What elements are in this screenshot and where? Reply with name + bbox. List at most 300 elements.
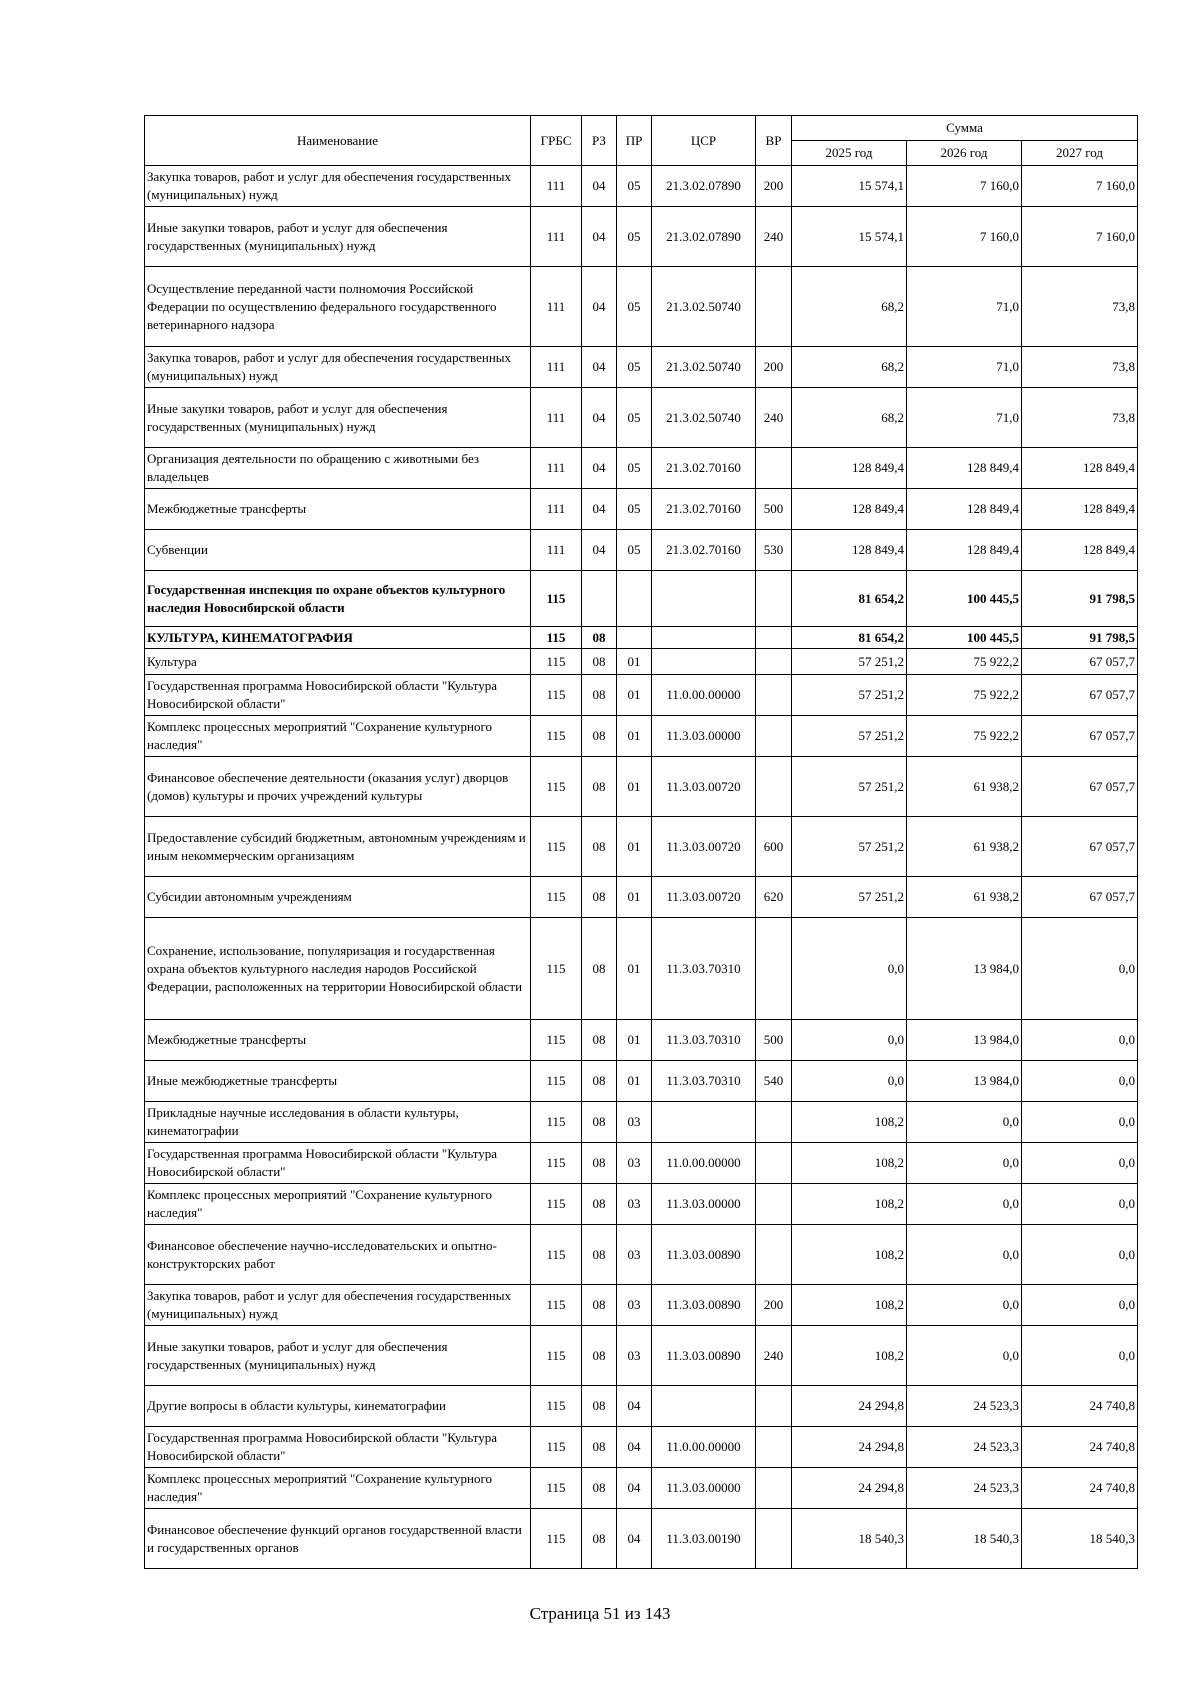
row-csr: 11.3.03.00000	[652, 1184, 756, 1225]
row-sum-2027: 0,0	[1022, 1225, 1138, 1285]
row-name: Другие вопросы в области культуры, кинематографии	[145, 1386, 531, 1427]
row-grbs: 111	[531, 530, 582, 571]
table-row	[145, 489, 1138, 530]
row-name: Осуществление переданной части полномочия Российской Федерации по осуществлению федерального государственного ветеринарного надзора	[145, 267, 531, 347]
row-grbs: 115	[531, 1225, 582, 1285]
row-pr: 05	[617, 347, 652, 388]
row-sum-2027: 0,0	[1022, 1326, 1138, 1386]
row-rz: 04	[582, 207, 617, 267]
row-sum-2026: 24 523,3	[907, 1468, 1022, 1509]
row-sum-2027: 91 798,5	[1022, 571, 1138, 627]
table-header	[145, 116, 1138, 166]
row-sum-2026: 61 938,2	[907, 817, 1022, 877]
row-rz: 08	[582, 716, 617, 757]
table-row	[145, 267, 1138, 347]
row-sum-2027: 67 057,7	[1022, 675, 1138, 716]
row-csr: 11.3.03.00720	[652, 817, 756, 877]
table-row	[145, 1326, 1138, 1386]
row-name: Государственная программа Новосибирской области "Культура Новосибирской области"	[145, 1427, 531, 1468]
row-pr: 05	[617, 267, 652, 347]
row-grbs: 115	[531, 1102, 582, 1143]
row-sum-2025: 57 251,2	[792, 716, 907, 757]
row-sum-2025: 57 251,2	[792, 877, 907, 918]
row-grbs: 115	[531, 877, 582, 918]
row-grbs: 115	[531, 1509, 582, 1569]
row-grbs: 115	[531, 1427, 582, 1468]
row-pr: 05	[617, 489, 652, 530]
row-rz: 04	[582, 267, 617, 347]
row-grbs: 115	[531, 649, 582, 675]
row-vr	[756, 1509, 792, 1569]
row-rz: 08	[582, 918, 617, 1020]
row-pr: 01	[617, 757, 652, 817]
row-csr: 11.3.03.70310	[652, 1020, 756, 1061]
row-name: Прикладные научные исследования в области культуры, кинематографии	[145, 1102, 531, 1143]
row-pr: 01	[617, 1061, 652, 1102]
row-sum-2027: 73,8	[1022, 388, 1138, 448]
table-row	[145, 649, 1138, 675]
row-name: Иные межбюджетные трансферты	[145, 1061, 531, 1102]
row-pr: 03	[617, 1285, 652, 1326]
row-sum-2025: 57 251,2	[792, 757, 907, 817]
row-rz: 08	[582, 1102, 617, 1143]
row-name: Комплекс процессных мероприятий "Сохранение культурного наследия"	[145, 716, 531, 757]
row-sum-2026: 13 984,0	[907, 1061, 1022, 1102]
row-sum-2025: 24 294,8	[792, 1386, 907, 1427]
row-pr: 01	[617, 918, 652, 1020]
row-csr: 21.3.02.07890	[652, 207, 756, 267]
row-sum-2026: 75 922,2	[907, 649, 1022, 675]
row-pr: 03	[617, 1225, 652, 1285]
row-sum-2025: 108,2	[792, 1225, 907, 1285]
row-rz: 08	[582, 1509, 617, 1569]
row-sum-2027: 73,8	[1022, 267, 1138, 347]
row-pr: 03	[617, 1184, 652, 1225]
row-pr: 03	[617, 1102, 652, 1143]
row-sum-2026: 100 445,5	[907, 627, 1022, 649]
row-sum-2027: 91 798,5	[1022, 627, 1138, 649]
row-sum-2025: 68,2	[792, 388, 907, 448]
row-grbs: 115	[531, 817, 582, 877]
row-name: Финансовое обеспечение деятельности (оказания услуг) дворцов (домов) культуры и прочих учреждений культуры	[145, 757, 531, 817]
row-csr: 21.3.02.07890	[652, 166, 756, 207]
row-name: Иные закупки товаров, работ и услуг для обеспечения государственных (муниципальных) нужд	[145, 388, 531, 448]
row-sum-2025: 128 849,4	[792, 448, 907, 489]
row-name: Сохранение, использование, популяризация и государственная охрана объектов культурного наследия народов Российской Федерации, расположенных на территории Новосибирской области	[145, 918, 531, 1020]
row-grbs: 111	[531, 388, 582, 448]
row-grbs: 111	[531, 347, 582, 388]
row-name: Иные закупки товаров, работ и услуг для обеспечения государственных (муниципальных) нужд	[145, 207, 531, 267]
row-sum-2027: 0,0	[1022, 1102, 1138, 1143]
table-row	[145, 1102, 1138, 1143]
row-sum-2027: 128 849,4	[1022, 489, 1138, 530]
header-sum: Сумма	[792, 116, 1138, 141]
table-row	[145, 530, 1138, 571]
row-vr: 240	[756, 207, 792, 267]
table-row	[145, 1020, 1138, 1061]
row-sum-2025: 68,2	[792, 267, 907, 347]
row-sum-2025: 108,2	[792, 1143, 907, 1184]
row-grbs: 115	[531, 571, 582, 627]
row-name: Закупка товаров, работ и услуг для обеспечения государственных (муниципальных) нужд	[145, 347, 531, 388]
row-rz: 08	[582, 817, 617, 877]
page-number: Страница 51 из 143	[529, 1604, 671, 1623]
row-name: Комплекс процессных мероприятий "Сохранение культурного наследия"	[145, 1468, 531, 1509]
row-pr: 04	[617, 1509, 652, 1569]
row-grbs: 115	[531, 1285, 582, 1326]
row-vr	[756, 675, 792, 716]
row-rz: 08	[582, 1468, 617, 1509]
row-vr: 500	[756, 489, 792, 530]
row-sum-2027: 7 160,0	[1022, 166, 1138, 207]
row-sum-2025: 57 251,2	[792, 675, 907, 716]
row-csr: 11.3.03.00190	[652, 1509, 756, 1569]
row-csr: 11.3.03.00720	[652, 757, 756, 817]
row-sum-2027: 67 057,7	[1022, 757, 1138, 817]
row-pr: 01	[617, 1020, 652, 1061]
row-sum-2026: 75 922,2	[907, 675, 1022, 716]
header-grbs: ГРБС	[531, 116, 582, 166]
row-pr: 01	[617, 716, 652, 757]
row-rz: 08	[582, 1427, 617, 1468]
table-row	[145, 1225, 1138, 1285]
row-name: КУЛЬТУРА, КИНЕМАТОГРАФИЯ	[145, 627, 531, 649]
table-row	[145, 388, 1138, 448]
row-csr	[652, 627, 756, 649]
table-row	[145, 571, 1138, 627]
row-grbs: 115	[531, 1468, 582, 1509]
row-csr	[652, 1102, 756, 1143]
row-csr: 11.3.03.00890	[652, 1225, 756, 1285]
row-pr: 05	[617, 448, 652, 489]
row-sum-2025: 108,2	[792, 1102, 907, 1143]
row-sum-2025: 128 849,4	[792, 489, 907, 530]
row-sum-2027: 67 057,7	[1022, 877, 1138, 918]
row-sum-2025: 18 540,3	[792, 1509, 907, 1569]
row-vr: 530	[756, 530, 792, 571]
row-sum-2026: 71,0	[907, 347, 1022, 388]
row-grbs: 115	[531, 1143, 582, 1184]
header-year-2025: 2025 год	[792, 141, 907, 166]
row-pr: 04	[617, 1386, 652, 1427]
row-csr: 21.3.02.70160	[652, 448, 756, 489]
row-grbs: 115	[531, 627, 582, 649]
row-vr: 620	[756, 877, 792, 918]
table-row	[145, 1427, 1138, 1468]
row-csr: 21.3.02.70160	[652, 530, 756, 571]
row-csr	[652, 649, 756, 675]
row-vr: 200	[756, 166, 792, 207]
table-row	[145, 1143, 1138, 1184]
row-rz: 04	[582, 530, 617, 571]
row-rz: 08	[582, 1386, 617, 1427]
row-vr: 200	[756, 1285, 792, 1326]
row-grbs: 115	[531, 1020, 582, 1061]
row-rz: 08	[582, 1184, 617, 1225]
row-sum-2026: 128 849,4	[907, 530, 1022, 571]
row-sum-2026: 100 445,5	[907, 571, 1022, 627]
row-pr: 01	[617, 675, 652, 716]
row-sum-2025: 81 654,2	[792, 571, 907, 627]
row-sum-2025: 0,0	[792, 918, 907, 1020]
row-sum-2025: 24 294,8	[792, 1468, 907, 1509]
row-csr: 11.0.00.00000	[652, 675, 756, 716]
row-rz: 04	[582, 489, 617, 530]
header-year-2027: 2027 год	[1022, 141, 1138, 166]
row-name: Государственная программа Новосибирской области "Культура Новосибирской области"	[145, 1143, 531, 1184]
row-name: Предоставление субсидий бюджетным, автономным учреждениям и иным некоммерческим организациям	[145, 817, 531, 877]
row-vr	[756, 1143, 792, 1184]
row-vr	[756, 1184, 792, 1225]
row-sum-2025: 108,2	[792, 1326, 907, 1386]
row-name: Финансовое обеспечение функций органов государственной власти и государственных органов	[145, 1509, 531, 1569]
row-csr: 21.3.02.50740	[652, 267, 756, 347]
row-sum-2026: 24 523,3	[907, 1386, 1022, 1427]
row-rz: 08	[582, 877, 617, 918]
row-sum-2027: 0,0	[1022, 918, 1138, 1020]
table-row	[145, 1386, 1138, 1427]
row-vr	[756, 649, 792, 675]
table-row	[145, 448, 1138, 489]
header-name: Наименование	[145, 116, 531, 166]
row-sum-2026: 7 160,0	[907, 207, 1022, 267]
row-name: Субвенции	[145, 530, 531, 571]
row-sum-2025: 24 294,8	[792, 1427, 907, 1468]
header-year-2026: 2026 год	[907, 141, 1022, 166]
row-rz: 08	[582, 649, 617, 675]
row-name: Закупка товаров, работ и услуг для обеспечения государственных (муниципальных) нужд	[145, 1285, 531, 1326]
row-pr: 01	[617, 817, 652, 877]
row-sum-2026: 75 922,2	[907, 716, 1022, 757]
row-rz: 08	[582, 757, 617, 817]
table-row	[145, 627, 1138, 649]
row-rz	[582, 571, 617, 627]
row-grbs: 111	[531, 489, 582, 530]
row-name: Государственная программа Новосибирской области "Культура Новосибирской области"	[145, 675, 531, 716]
row-rz: 04	[582, 347, 617, 388]
table-row	[145, 817, 1138, 877]
row-sum-2027: 73,8	[1022, 347, 1138, 388]
row-sum-2026: 0,0	[907, 1225, 1022, 1285]
row-name: Межбюджетные трансферты	[145, 489, 531, 530]
row-vr	[756, 918, 792, 1020]
row-csr: 11.3.03.70310	[652, 918, 756, 1020]
row-pr: 04	[617, 1427, 652, 1468]
row-vr: 240	[756, 388, 792, 448]
row-name: Культура	[145, 649, 531, 675]
row-vr	[756, 267, 792, 347]
row-rz: 04	[582, 388, 617, 448]
row-sum-2027: 67 057,7	[1022, 817, 1138, 877]
row-pr: 05	[617, 530, 652, 571]
row-grbs: 115	[531, 1061, 582, 1102]
row-vr	[756, 1102, 792, 1143]
row-rz: 08	[582, 1143, 617, 1184]
row-name: Субсидии автономным учреждениям	[145, 877, 531, 918]
row-rz: 08	[582, 675, 617, 716]
row-pr: 03	[617, 1143, 652, 1184]
row-sum-2027: 128 849,4	[1022, 530, 1138, 571]
row-rz: 08	[582, 627, 617, 649]
row-name: Финансовое обеспечение научно-исследовательских и опытно-конструкторских работ	[145, 1225, 531, 1285]
row-sum-2027: 0,0	[1022, 1285, 1138, 1326]
row-pr: 04	[617, 1468, 652, 1509]
row-sum-2025: 57 251,2	[792, 649, 907, 675]
row-grbs: 115	[531, 1184, 582, 1225]
budget-table	[144, 115, 1138, 1569]
row-name: Иные закупки товаров, работ и услуг для обеспечения государственных (муниципальных) нужд	[145, 1326, 531, 1386]
row-csr: 11.3.03.00890	[652, 1285, 756, 1326]
row-sum-2027: 0,0	[1022, 1061, 1138, 1102]
row-vr: 500	[756, 1020, 792, 1061]
row-name: Организация деятельности по обращению с животными без владельцев	[145, 448, 531, 489]
row-rz: 08	[582, 1285, 617, 1326]
row-csr	[652, 571, 756, 627]
row-sum-2025: 15 574,1	[792, 207, 907, 267]
row-sum-2026: 0,0	[907, 1285, 1022, 1326]
row-sum-2026: 128 849,4	[907, 448, 1022, 489]
row-csr: 21.3.02.50740	[652, 347, 756, 388]
row-sum-2026: 71,0	[907, 267, 1022, 347]
row-vr: 200	[756, 347, 792, 388]
row-grbs: 115	[531, 1326, 582, 1386]
row-grbs: 115	[531, 757, 582, 817]
row-sum-2026: 0,0	[907, 1102, 1022, 1143]
row-sum-2026: 61 938,2	[907, 757, 1022, 817]
table-row	[145, 675, 1138, 716]
table-row	[145, 1509, 1138, 1569]
row-csr: 11.3.03.00000	[652, 716, 756, 757]
row-vr	[756, 1225, 792, 1285]
row-rz: 08	[582, 1020, 617, 1061]
row-name: Государственная инспекция по охране объектов культурного наследия Новосибирской области	[145, 571, 531, 627]
table-row	[145, 1184, 1138, 1225]
header-rz: РЗ	[582, 116, 617, 166]
row-csr: 21.3.02.50740	[652, 388, 756, 448]
table-row	[145, 918, 1138, 1020]
header-pr: ПР	[617, 116, 652, 166]
row-csr: 11.3.03.00890	[652, 1326, 756, 1386]
row-sum-2026: 13 984,0	[907, 1020, 1022, 1061]
row-rz: 04	[582, 448, 617, 489]
row-pr: 05	[617, 388, 652, 448]
row-rz: 08	[582, 1061, 617, 1102]
row-name: Комплекс процессных мероприятий "Сохранение культурного наследия"	[145, 1184, 531, 1225]
row-pr: 05	[617, 207, 652, 267]
row-pr	[617, 571, 652, 627]
row-sum-2026: 18 540,3	[907, 1509, 1022, 1569]
row-sum-2027: 0,0	[1022, 1143, 1138, 1184]
row-sum-2027: 0,0	[1022, 1020, 1138, 1061]
row-vr	[756, 448, 792, 489]
row-pr	[617, 627, 652, 649]
row-sum-2026: 0,0	[907, 1184, 1022, 1225]
row-sum-2025: 108,2	[792, 1184, 907, 1225]
row-sum-2027: 24 740,8	[1022, 1468, 1138, 1509]
table-body	[145, 166, 1138, 1569]
row-vr: 600	[756, 817, 792, 877]
row-vr	[756, 627, 792, 649]
row-vr: 540	[756, 1061, 792, 1102]
row-vr	[756, 716, 792, 757]
row-sum-2026: 128 849,4	[907, 489, 1022, 530]
row-sum-2026: 61 938,2	[907, 877, 1022, 918]
row-sum-2027: 24 740,8	[1022, 1427, 1138, 1468]
row-sum-2027: 18 540,3	[1022, 1509, 1138, 1569]
row-vr: 240	[756, 1326, 792, 1386]
row-csr	[652, 1386, 756, 1427]
row-csr: 11.0.00.00000	[652, 1143, 756, 1184]
row-name: Межбюджетные трансферты	[145, 1020, 531, 1061]
row-sum-2027: 67 057,7	[1022, 649, 1138, 675]
row-pr: 03	[617, 1326, 652, 1386]
row-rz: 08	[582, 1225, 617, 1285]
table-row	[145, 1468, 1138, 1509]
row-sum-2025: 128 849,4	[792, 530, 907, 571]
row-sum-2027: 24 740,8	[1022, 1386, 1138, 1427]
row-pr: 05	[617, 166, 652, 207]
row-grbs: 111	[531, 207, 582, 267]
row-grbs: 115	[531, 716, 582, 757]
table-row	[145, 166, 1138, 207]
row-sum-2025: 108,2	[792, 1285, 907, 1326]
row-sum-2025: 81 654,2	[792, 627, 907, 649]
row-vr	[756, 571, 792, 627]
row-sum-2026: 24 523,3	[907, 1427, 1022, 1468]
row-grbs: 115	[531, 1386, 582, 1427]
row-sum-2025: 0,0	[792, 1020, 907, 1061]
row-name: Закупка товаров, работ и услуг для обеспечения государственных (муниципальных) нужд	[145, 166, 531, 207]
row-pr: 01	[617, 649, 652, 675]
table-row	[145, 716, 1138, 757]
row-vr	[756, 1427, 792, 1468]
row-grbs: 111	[531, 448, 582, 489]
row-sum-2025: 15 574,1	[792, 166, 907, 207]
row-sum-2025: 57 251,2	[792, 817, 907, 877]
row-rz: 04	[582, 166, 617, 207]
row-sum-2026: 13 984,0	[907, 918, 1022, 1020]
row-grbs: 111	[531, 166, 582, 207]
row-sum-2027: 7 160,0	[1022, 207, 1138, 267]
row-csr: 11.3.03.00720	[652, 877, 756, 918]
table-row	[145, 347, 1138, 388]
row-sum-2026: 71,0	[907, 388, 1022, 448]
row-grbs: 115	[531, 675, 582, 716]
table-row	[145, 1061, 1138, 1102]
row-pr: 01	[617, 877, 652, 918]
row-sum-2025: 68,2	[792, 347, 907, 388]
row-grbs: 115	[531, 918, 582, 1020]
row-sum-2027: 128 849,4	[1022, 448, 1138, 489]
row-sum-2026: 0,0	[907, 1143, 1022, 1184]
row-sum-2026: 0,0	[907, 1326, 1022, 1386]
row-csr: 11.3.03.00000	[652, 1468, 756, 1509]
row-sum-2026: 7 160,0	[907, 166, 1022, 207]
row-sum-2027: 67 057,7	[1022, 716, 1138, 757]
table-row	[145, 1285, 1138, 1326]
header-csr: ЦСР	[652, 116, 756, 166]
row-rz: 08	[582, 1326, 617, 1386]
row-grbs: 111	[531, 267, 582, 347]
table-row	[145, 877, 1138, 918]
table-row	[145, 207, 1138, 267]
row-csr: 11.3.03.70310	[652, 1061, 756, 1102]
row-csr: 21.3.02.70160	[652, 489, 756, 530]
row-vr	[756, 757, 792, 817]
table-row	[145, 757, 1138, 817]
header-vr: ВР	[756, 116, 792, 166]
row-sum-2027: 0,0	[1022, 1184, 1138, 1225]
